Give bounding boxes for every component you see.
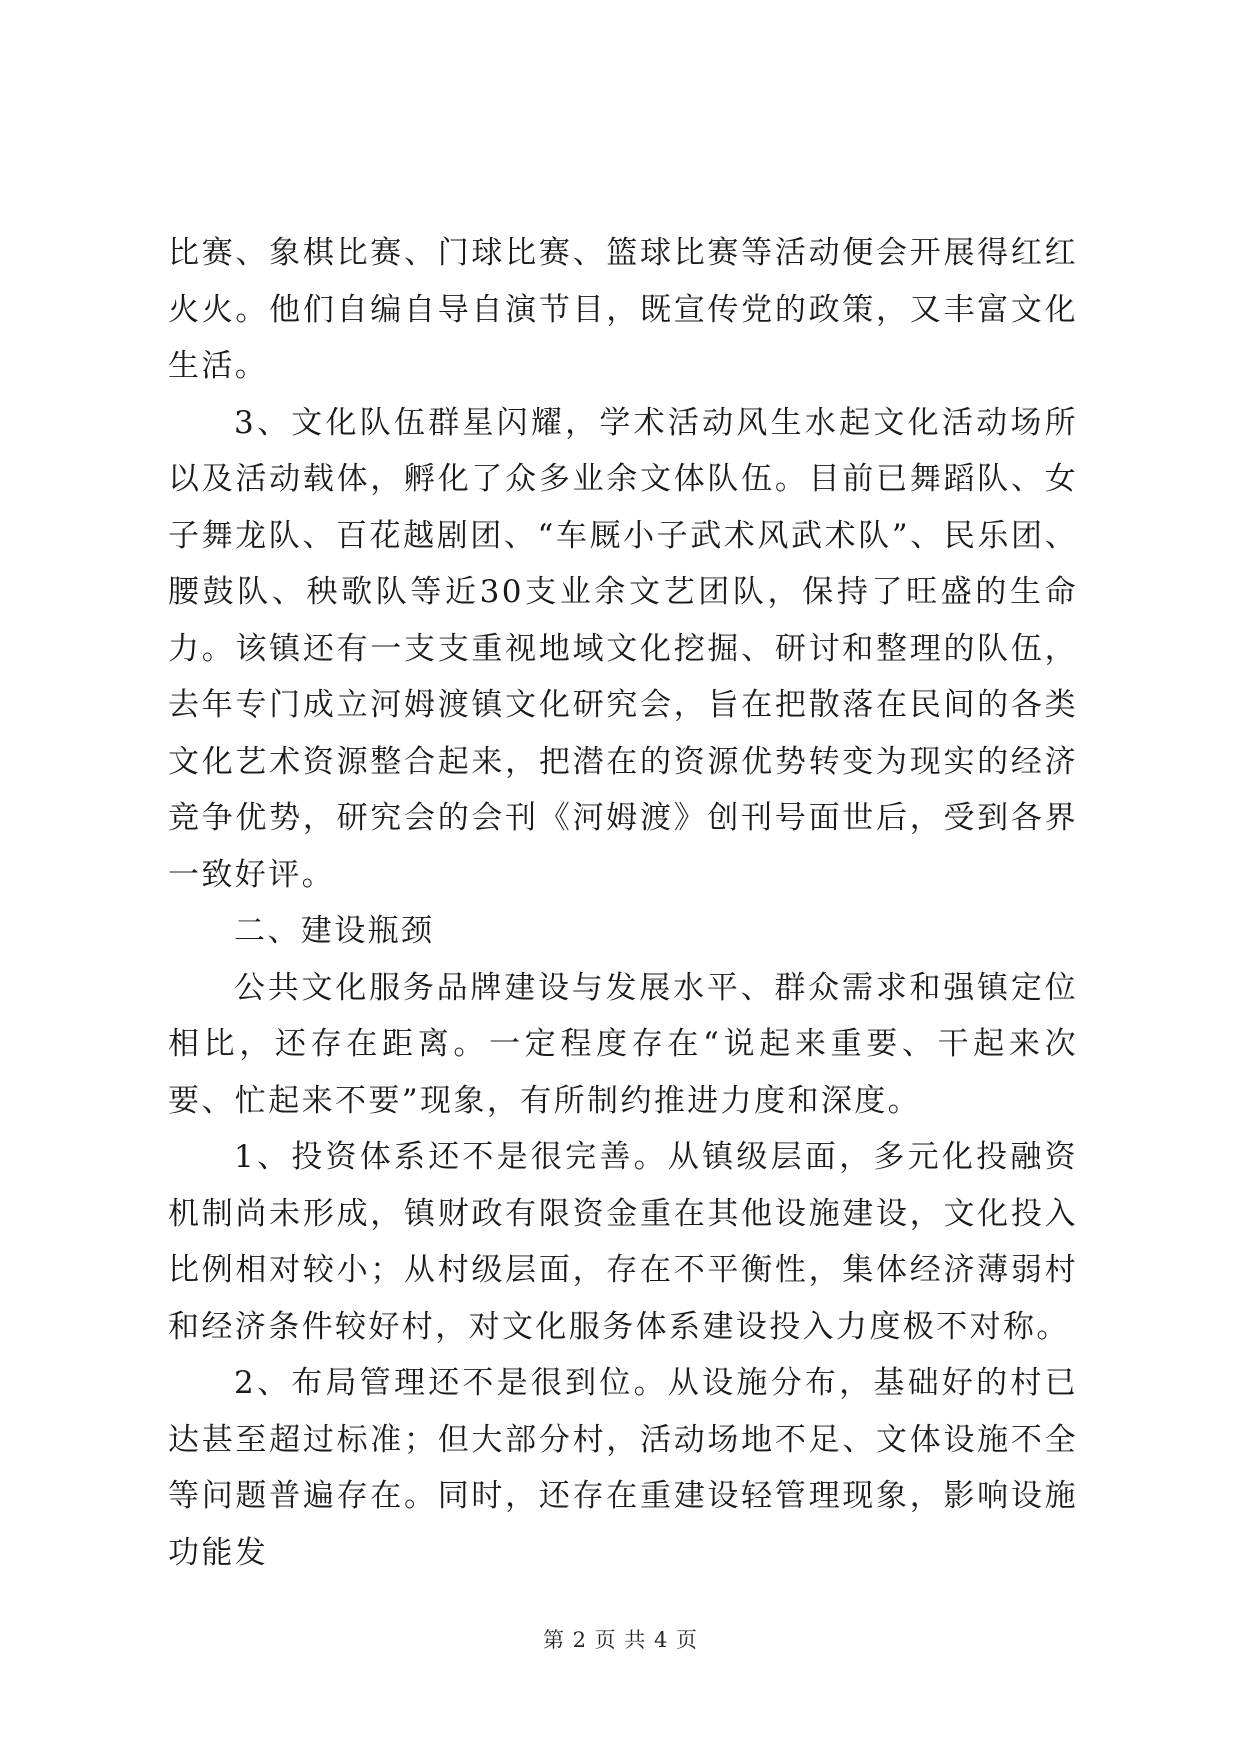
paragraph-bottleneck-intro: 公共文化服务品牌建设与发展水平、群众需求和强镇定位相比，还存在距离。一定程度存在“说起来重要、干起来次要、忙起来不要”现象，有所制约推进力度和深度。: [168, 969, 1078, 1119]
paragraph-layout-management: 2、布局管理还不是很到位。从设施分布，基础好的村已达甚至超过标准；但大部分村，活动场地不足、文体设施不全等问题普遍存在。同时，还存在重建设轻管理现象，影响设施功能发: [168, 1365, 1078, 1571]
paragraph-cultural-teams: 3、文化队伍群星闪耀，学术活动风生水起文化活动场所以及活动载体，孵化了众多业余文体队伍。目前已舞蹈队、女子舞龙队、百花越剧团、“车厩小子武术风武术队”、民乐团、腰鼓队、秧歌队等近30支业余文艺团队，保持了旺盛的生命力。该镇还有一支支重视地域文化挖掘、研讨和整理的队伍，去年专门成立河姆渡镇文化研究会，旨在把散落在民间的各类文化艺术资源整合起来，把潜在的资源优势转变为现实的经济竞争优势，研究会的会刊《河姆渡》创刊号面世后，受到各界一致好评。: [168, 404, 1078, 893]
paragraph-continuation: 比赛、象棋比赛、门球比赛、篮球比赛等活动便会开展得红红火火。他们自编自导自演节目，既宣传党的政策，又丰富文化生活。: [168, 235, 1078, 384]
document-body: [168, 225, 1078, 1581]
page-number-footer: 第 2 页 共 4 页: [542, 1628, 699, 1652]
paragraph-investment-system: 1、投资体系还不是很完善。从镇级层面，多元化投融资机制尚未形成，镇财政有限资金重在其他设施建设，文化投入比例相对较小；从村级层面，存在不平衡性，集体经济薄弱村和经济条件较好村，对文化服务体系建设投入力度极不对称。: [168, 1139, 1078, 1345]
section-heading-bottleneck: 二、建设瓶颈: [234, 913, 435, 949]
